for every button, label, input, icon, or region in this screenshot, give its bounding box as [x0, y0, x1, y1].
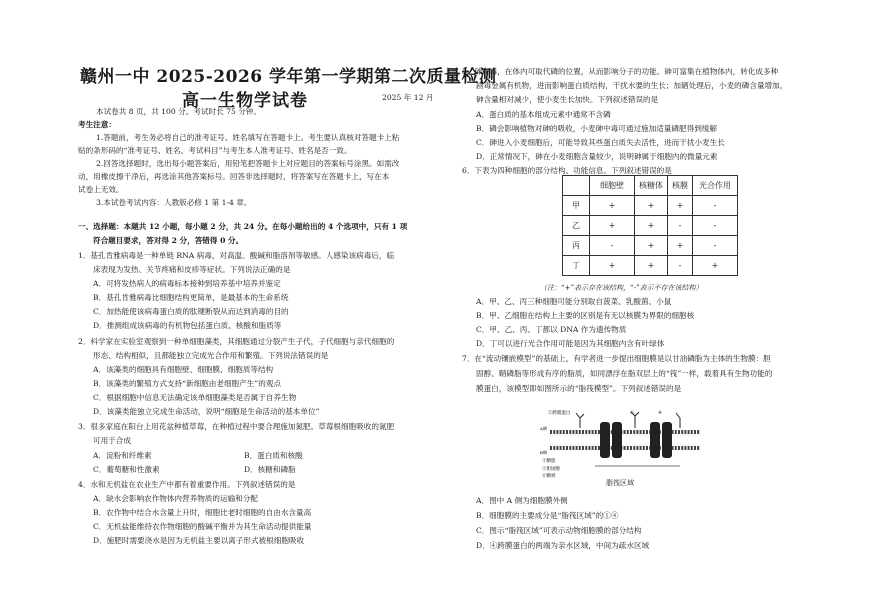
table-cell: 光合作用 — [693, 176, 738, 196]
table-cell: 丙 — [563, 236, 590, 256]
intro-text: 本试卷共 8 页，共 100 分。考试时长 75 分钟。 — [96, 107, 261, 116]
option-line: D．丁可以进行光合作用可能是因为其细胞内含有叶绿体 — [476, 339, 665, 348]
notice-line: 动，用橡皮擦干净后，再选涂其他答案标号。回答非选择题时，将答案写在答题卡上，写在本 — [78, 172, 390, 181]
table-cell: + — [668, 236, 693, 256]
question-line: 床表现为发热、关节疼痛和皮疹等症状。下列说法正确的是 — [93, 265, 291, 274]
option-line: D．推测组成该病毒的有机物包括蛋白质、核酸和脂质等 — [93, 321, 282, 330]
option-line: D．核糖和磷脂 — [244, 465, 296, 474]
table-row — [563, 196, 738, 216]
option-line: C．甲、乙、丙、丁都以 DNA 作为遗传物质 — [476, 325, 627, 334]
figure-label: ⑤胆固醇 — [542, 467, 560, 472]
option-line: D．施肥时需要浇水是因为无机盐主要以离子形式被根细胞吸收 — [93, 536, 305, 545]
option-line: C．加热能使该病毒蛋白质的肽键断裂从而达到消毒的目的 — [93, 307, 289, 316]
option-line: A．缺水会影响农作物体内营养物质的运输和分配 — [93, 494, 258, 503]
figure-label: B侧 — [540, 450, 547, 455]
table-cell: + — [635, 216, 668, 236]
option-line: C．无机盐能维持农作物细胞的酸碱平衡并为其生命活动提供能量 — [93, 522, 312, 531]
option-line: C．砷进入小麦细胞后，可能导致其些蛋白质失去活性，进而干扰小麦生长 — [476, 138, 725, 147]
table-row — [563, 216, 738, 236]
question-2: 2．科学家在实验室观察到一种单细胞藻类，其细胞通过分裂产生子代，子代细胞与亲代细胞的 — [78, 337, 395, 346]
table-cell: + — [668, 196, 693, 216]
table-cell: + — [590, 256, 635, 276]
table-cell: + — [590, 216, 635, 236]
table-cell — [563, 176, 590, 196]
option-line: B．磷会影响植物对砷的吸收，小麦砷中毒可通过施加适量磷肥得到缓解 — [476, 124, 717, 133]
question-line: 形态、结构相似，且都能独立完成光合作用和繁殖。下列说法错误的是 — [93, 351, 329, 360]
option-line: A．蛋白质的基本组成元素中通常不含磷 — [476, 110, 611, 119]
notice-line: 试卷上无效。 — [78, 185, 124, 194]
option-line: A．该藻类的细胞具有细胞壁、细胞膜、细胞质等结构 — [93, 365, 274, 374]
table-row — [563, 256, 738, 276]
figure-label: ④ — [658, 411, 663, 416]
table-cell: - — [693, 236, 738, 256]
table-cell: - — [668, 216, 693, 236]
option-line: B．蛋白质和核酸 — [244, 451, 303, 460]
table-row — [563, 236, 738, 256]
option-line: D．正常情况下，砷在小麦细胞含量较少，说明砷属于细胞内的微量元素 — [476, 152, 718, 161]
transmembrane-protein — [600, 422, 672, 458]
question-line: 可用于合成 — [93, 436, 131, 445]
notice-line: 1.答题前，考生务必将自己的准考证号、姓名填写在答题卡上。考生要认真核对答题卡上粘 — [96, 133, 400, 142]
question-6: 6．下表为四种细胞的部分结构、功能信息。下列叙述错误的是 — [462, 166, 672, 175]
figure-label: ⑥糖被 — [542, 474, 556, 478]
section-heading: 符合题目要求，答对得 2 分，答错得 0 分。 — [93, 236, 244, 245]
option-line: B．甲、乙细胞在结构上主要的区别是有无以核膜为界限的细胞核 — [476, 311, 695, 320]
table-cell: 核膜 — [668, 176, 693, 196]
table-cell: - — [590, 236, 635, 256]
table-note: （注：“+”表示存在该结构，“-”表示不存在该结构） — [540, 284, 703, 292]
figure-label: A侧 — [540, 426, 547, 431]
figure-label: ① — [630, 411, 635, 416]
table-cell: - — [693, 216, 738, 236]
option-line: B．基孔肯雅病毒比细胞结构更简单，是最基本的生命系统 — [93, 293, 289, 302]
option-line: D．该藻类能独立完成生命活动，说明“细胞是生命活动的基本单位” — [93, 407, 320, 416]
notice-line: 3.本试卷考试内容：人教版必修 1 第 1-4 章。 — [96, 198, 252, 207]
section-heading: 一、选择题：本题共 12 小题，每小题 2 分，共 24 分。在每小题给出的 4 个选项中，只有 1 项 — [78, 222, 408, 231]
option-line: B．细胞膜的主要成分是“脂筏区域”的①④ — [476, 511, 619, 520]
option-line: A．甲、乙、丙三种细胞可能分别取自菠菜、乳酸菌、小鼠 — [476, 297, 672, 306]
option-line: B．农作物中结合水含量上升时，细胞比老时细胞的自由水含量高 — [93, 508, 312, 517]
option-line: C．葡萄糖和性激素 — [93, 465, 160, 474]
question-4: 4．水和无机盐在农业生产中都有着重要作用。下列叙述错误的是 — [78, 480, 296, 489]
question-5: 5．砷有毒，在体内可取代磷的位置，从而影响分子的功能。砷可富集在植物体内，转化成多种 — [462, 67, 779, 76]
table-cell: + — [635, 256, 668, 276]
option-line: A．淀粉和纤维素 — [93, 451, 152, 460]
table-cell: - — [668, 256, 693, 276]
table-cell: + — [635, 196, 668, 216]
notice-heading: 考生注意： — [78, 120, 116, 129]
lipid-layer-top — [550, 432, 700, 448]
figure-label: ③糖脂 — [542, 459, 556, 464]
exam-subtitle: 高一生物学试卷 — [182, 91, 308, 111]
table-cell: + — [635, 236, 668, 256]
question-line: 膜蛋白，该模型即如图所示的“脂筏模型”。下列叙述错误的是 — [476, 384, 682, 393]
option-line: D．④跨膜蛋白的两端为亲水区域，中间为疏水区域 — [476, 541, 650, 550]
question-3: 3．很多家庭在阳台上用花盆种植草莓，在种植过程中要合理施加氮肥。草莓根细胞吸收的氮肥 — [78, 422, 395, 431]
table-cell: - — [693, 196, 738, 216]
exam-title: 赣州一中 2025-2026 学年第一学期第二次质量检测 — [80, 67, 497, 87]
option-line: A．图中 A 侧为细胞膜外侧 — [476, 496, 568, 505]
table-cell: 丁 — [563, 256, 590, 276]
notice-line: 贴的条形码的“准考证号、姓名、考试科目”与考生本人准考证号、姓名是否一致。 — [78, 146, 352, 155]
structure-table — [562, 175, 738, 276]
question-line: 剧毒金属有机物，进而影响蛋白质结构，干扰水要的生长；加硒处理后，小麦的磷含量增加， — [476, 81, 788, 90]
question-line: 砷含量相对减少，使小麦生长加快。下列叙述错误的是 — [476, 95, 659, 104]
option-line: C．根据细胞中信息无法确定该单细胞藻类是否属于自养生物 — [93, 393, 297, 402]
option-line: B．该藻类的繁殖方式支持“新细胞由老细胞产生”的观点 — [93, 379, 281, 388]
lipid-raft-figure — [540, 408, 710, 478]
question-line: 固醇、鞘磷脂等形成有序的脂质，如同漂浮在脂双层上的“筏”一样，载着具有生物功能的 — [476, 369, 773, 378]
table-header-row — [563, 176, 738, 196]
exam-date: 2025 年 12 月 — [382, 93, 434, 102]
option-line: C．图示“脂筏区域”可表示动物细胞膜的部分结构 — [476, 526, 642, 535]
table-cell: + — [693, 256, 738, 276]
question-1: 1．基孔肯雅病毒是一种单链 RNA 病毒，对高温、酸碱和脂溶剂等敏感。人感染该病毒后，临 — [78, 251, 395, 260]
figure-caption: 脂筏区域 — [606, 479, 634, 487]
notice-line: 2.回答选择题时，选出每小题答案后，用铅笔把答题卡上对应题目的答案标号涂黑。如需改 — [96, 159, 400, 168]
figure-label: ②跨膜蛋白 — [548, 411, 571, 416]
table-cell: 乙 — [563, 216, 590, 236]
table-cell: + — [590, 196, 635, 216]
table-cell: 细胞壁 — [590, 176, 635, 196]
question-7: 7．在“流动镶嵌模型”的基础上，有学者进一步提出细胞膜是以甘油磷脂为主体的生物膜：胆 — [462, 354, 771, 363]
table-cell: 甲 — [563, 196, 590, 216]
table-cell: 核糖体 — [635, 176, 668, 196]
option-line: A．可将发热病人的病毒标本接种到培养基中培养并鉴定 — [93, 279, 281, 288]
